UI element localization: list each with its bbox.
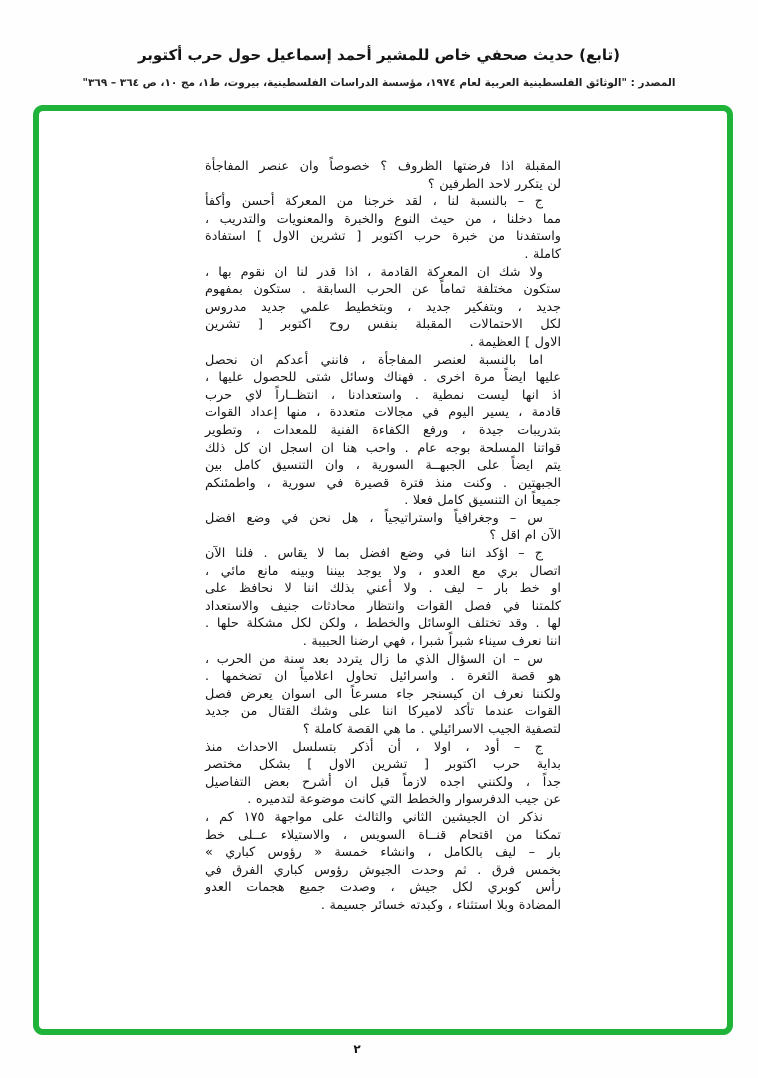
text-line: عن جيب الدفرسوار والخطط التي كانت موضوعة لتدميره . bbox=[247, 792, 561, 808]
text-line: الاول ] العظيمة . bbox=[469, 334, 561, 350]
paragraph bbox=[205, 809, 561, 915]
paragraph bbox=[205, 352, 561, 510]
paragraph bbox=[205, 158, 561, 193]
text-line: ج – بالنسبة لنا ، لقد خرجنا من المعركة أحسن وأكفأ bbox=[205, 194, 543, 210]
text-line: يتم ايضاً على الجبهــة السورية ، وان التنسيق كامل بين bbox=[205, 458, 561, 474]
paragraph bbox=[205, 510, 561, 545]
text-line: كاملة . bbox=[524, 246, 561, 262]
text-line: اننا نعرف سيناء شبراً شبرا ، فهي ارضنا الحبيبة . bbox=[302, 634, 561, 650]
text-line: تمكنا من اقتحام قنــاة السويس ، والاستيلاء عــلى خط bbox=[205, 827, 561, 843]
text-line: واستفدنا من خبرة حرب اكتوبر [ تشرين الاول ] استفادة bbox=[205, 229, 561, 245]
text-line: ج – اؤكد اننا في وضع افضل بما لا يقاس . فلنا الآن bbox=[205, 546, 543, 562]
text-line: المقبلة اذا فرضتها الظروف ؟ خصوصاً وان عنصر المفاجأة bbox=[205, 159, 561, 174]
text-line: قادمة ، يسير اليوم في مجالات متعددة ، منها إعداد القوات bbox=[205, 405, 561, 421]
text-line: القوات عندما تأكد لاميركا اننا على وشك القتال من جديد bbox=[205, 704, 561, 720]
text-line: مما دخلنا ، من حيث النوع والخبرة والمعنويات والتدريب ، bbox=[205, 211, 561, 227]
text-line: بار – ليف بالكامل ، وانشاء خمسة « رؤوس كباري » bbox=[205, 845, 561, 861]
text-line: لكل الاحتمالات المقبلة بنفس روح اكتوبر [ تشرين bbox=[205, 317, 561, 333]
text-line: ستكون مختلفة تماماً عن الحرب السابقة . ستكون بمفهوم bbox=[205, 282, 561, 298]
text-line: جديد ، وبتفكير جديد ، وبتخطيط علمي جديد مدروس bbox=[205, 299, 561, 315]
page-number: ٢ bbox=[353, 1042, 361, 1056]
document-frame bbox=[33, 105, 733, 1035]
text-line: هو قصة الثغرة . واسرائيل تحاول اعلامياً ان تضخمها . bbox=[205, 669, 561, 685]
text-line: المضادة وبلا استثناء ، وكبدته خسائر جسيمة . bbox=[320, 897, 561, 913]
paragraph bbox=[205, 651, 561, 739]
text-line: ولكننا نعرف ان كيسنجر جاء مسرعاً الى اسوان يعرض فصل bbox=[205, 686, 561, 702]
text-line: ولا شك ان المعركة القادمة ، اذا قدر لنا ان نقوم بها ، bbox=[205, 264, 543, 280]
paragraph bbox=[205, 193, 561, 263]
text-line: بتدريبات جيدة ، ورفع الكفاءة الفنية للمعدات ، وتطوير bbox=[205, 422, 561, 438]
text-line: جميعاً ان التنسيق كامل فعلا . bbox=[404, 493, 561, 509]
text-line: الجبهتين . وكنت منذ فترة قصيرة في سورية ، واطمئنكم bbox=[205, 475, 561, 491]
text-line: نذكر ان الجيشين الثاني والثالث على مواجهة ١٧٥ كم ، bbox=[205, 809, 543, 825]
page-title: (تابع) حديث صحفي خاص للمشير أحمد إسماعيل حول حرب أكتوبر bbox=[137, 46, 621, 64]
text-line: اما بالنسبة لعنصر المفاجأة ، فانني أعدكم ان نحصل bbox=[205, 352, 543, 368]
text-line: لها . وقد تختلف الوسائل والخطط ، ولكن لكل مشكلة حلها . bbox=[205, 616, 561, 632]
text-line: رأس كوبري لكل جيش ، وصدت جميع هجمات العدو bbox=[205, 880, 561, 896]
text-line: اتصال بري مع العدو ، ولا يوجد بيننا وبينه مانع مائي ، bbox=[205, 563, 561, 579]
text-line: جداً ، ولكنني اجده لازماً قبل ان أشرح بعض التفاصيل bbox=[205, 774, 561, 790]
paragraph bbox=[205, 545, 561, 651]
source-citation: المصدر : "الوثائق الفلسطينية العربية لعام ١٩٧٤، مؤسسة الدراسات الفلسطينية، بيروت، ط١، مج ١٠، ص ٣٦٤ – ٣٦٩" bbox=[82, 77, 676, 89]
text-line: بخمس فرق . ثم وحدت الجيوش رؤوس كباري الفرق في bbox=[205, 862, 561, 878]
text-column bbox=[205, 158, 561, 915]
text-line: او خط بار – ليف . ولا أعني بذلك اننا لا نحافظ على bbox=[205, 581, 561, 597]
text-line: عليها ايضاً مرة اخرى . فهناك وسائل شتى للحصول عليها ، bbox=[205, 370, 561, 386]
text-line: قواتنا المسلحة بوجه عام . واحب هنا ان اسجل ان كل ذلك bbox=[205, 440, 561, 456]
text-line: كلمتنا في فصل القوات وانتظار محادثات جنيف والاستعداد bbox=[205, 598, 561, 614]
paragraph bbox=[205, 739, 561, 809]
paragraph bbox=[205, 264, 561, 352]
text-line: لن يتكرر لاحد الطرفين ؟ bbox=[427, 176, 561, 192]
text-line: اذ انها ليست نمطية . واستعدادنا ، انتظــاراً لاي حرب bbox=[205, 387, 561, 403]
text-line: بداية حرب اكتوبر [ تشرين الاول ] بشكل مختصر bbox=[205, 757, 561, 773]
text-line: ج – أود ، اولا ، أن أذكر بتسلسل الاحداث منذ bbox=[205, 739, 543, 755]
text-line: س – وجغرافياً واستراتيجياً ، هل نحن في وضع افضل bbox=[205, 510, 543, 526]
text-line: لتصفية الجيب الاسرائيلي . ما هي القصة كاملة ؟ bbox=[302, 722, 561, 737]
text-line: الآن ام اقل ؟ bbox=[489, 528, 561, 544]
text-line: س – ان السؤال الذي ما زال يتردد بعد سنة من الحرب ، bbox=[205, 651, 543, 667]
